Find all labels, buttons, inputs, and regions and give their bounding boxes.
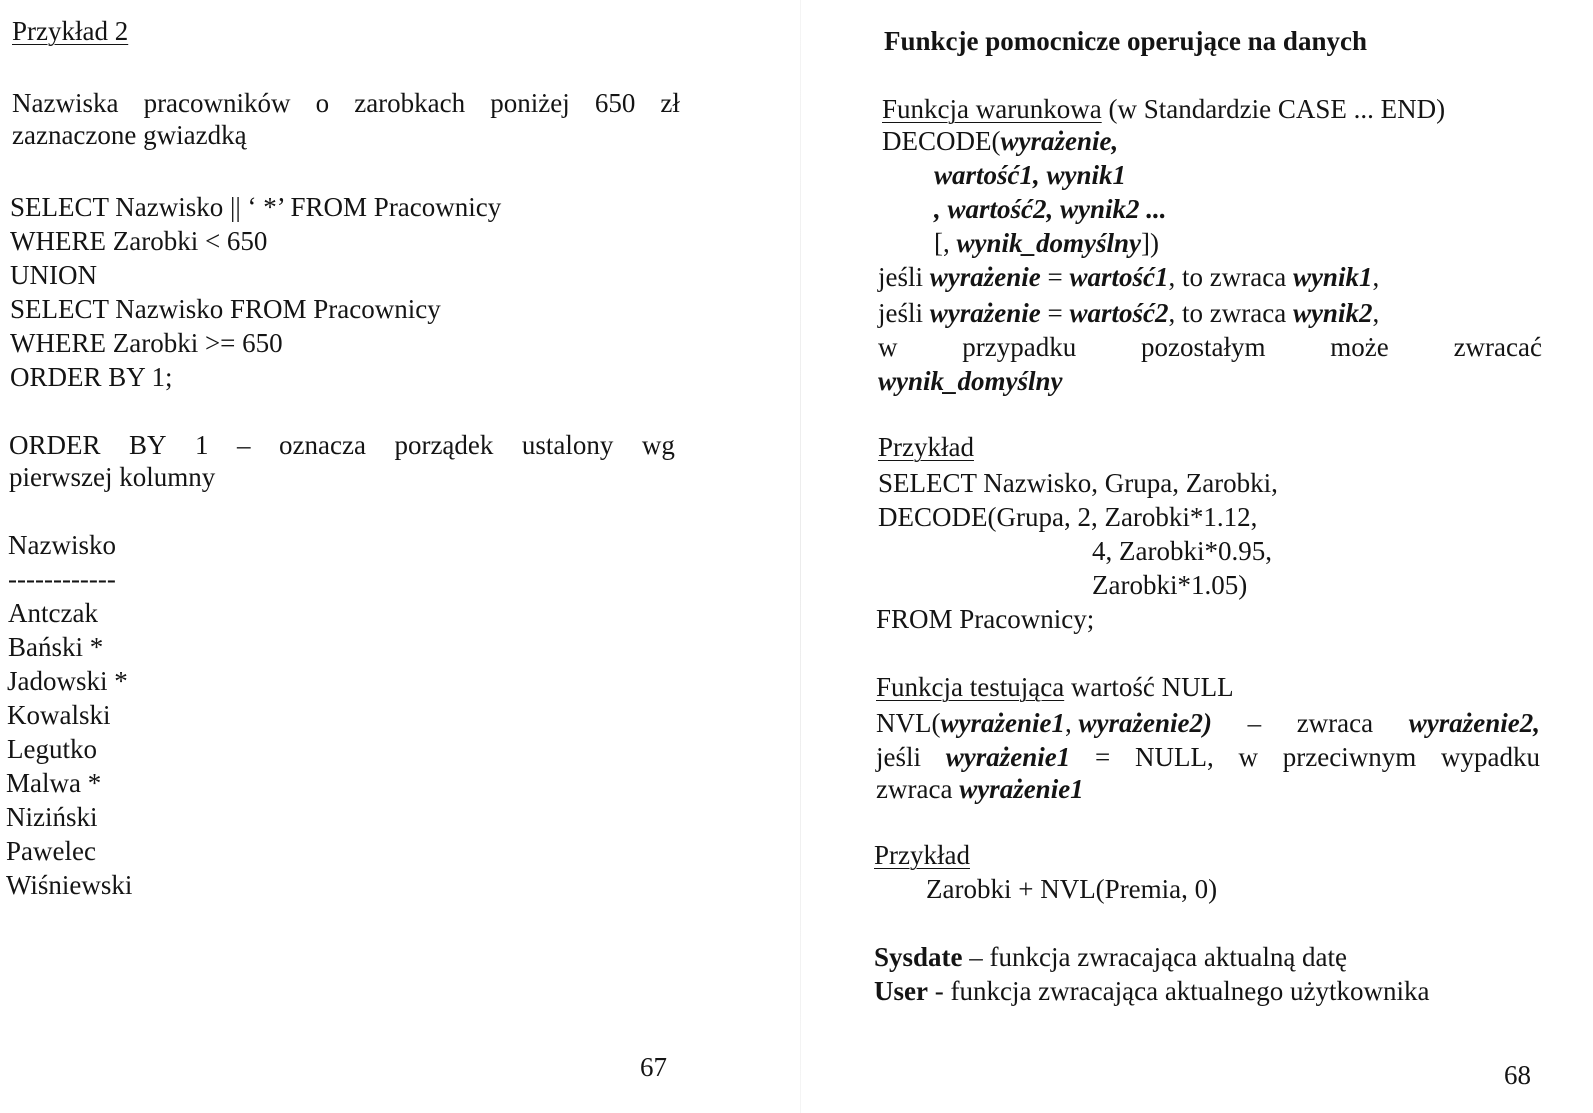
syntax-prefix: DECODE(: [882, 126, 1001, 156]
sysdate-line: [874, 940, 1347, 974]
nvl-line-1: [876, 706, 1540, 740]
function-name: Sysdate: [874, 942, 963, 972]
nvl-example-line: Zarobki + NVL(Premia, 0): [926, 874, 1218, 904]
word: pracowników: [143, 88, 291, 118]
decode-example-line: SELECT Nazwisko, Grupa, Zarobki,: [878, 468, 1278, 498]
decode-syntax-line-1: [882, 124, 1118, 158]
nvl-title: Funkcja testująca: [876, 672, 1065, 702]
right-heading: Funkcje pomocnicze operujące na danych: [884, 26, 1367, 56]
result-row: Kowalski: [7, 700, 111, 730]
word: 1: [195, 430, 209, 460]
word: wg: [641, 430, 675, 460]
decode-example-line: Zarobki*1.05): [1092, 570, 1248, 600]
term: wartość2: [1069, 298, 1169, 328]
text: =: [1040, 262, 1070, 292]
text: ,: [1372, 262, 1380, 292]
term: wynik2: [1292, 298, 1373, 328]
dash: –: [1247, 708, 1262, 738]
text: , to zwraca: [1168, 262, 1293, 292]
decode-rule-1: [878, 260, 1379, 294]
text: NVL(: [876, 708, 941, 738]
note-line-1: [9, 428, 675, 462]
word: poniżej: [490, 88, 570, 118]
result-row: Legutko: [7, 734, 97, 764]
word: 650: [594, 88, 636, 118]
word: =: [1095, 742, 1111, 772]
intro-line-2: zaznaczone gwiazdką: [12, 120, 247, 150]
text: ,: [1064, 708, 1079, 738]
right-page: [790, 0, 1593, 1113]
decode-rule-3: [878, 330, 1542, 364]
term: wyrażenie: [929, 262, 1041, 292]
decode-example-line: 4, Zarobki*0.95,: [1092, 536, 1272, 566]
nvl-title-line: [876, 670, 1234, 704]
term: wyrażenie2,: [1408, 708, 1540, 738]
query-line: WHERE Zarobki >= 650: [10, 328, 283, 358]
page-number-right: 68: [1504, 1060, 1531, 1090]
query-line: WHERE Zarobki < 650: [10, 226, 268, 256]
decode-example-label: Przykład: [878, 432, 974, 462]
left-heading: Przykład 2: [12, 16, 129, 46]
nvl-line-2: [876, 740, 1540, 774]
text: zwraca: [876, 774, 960, 804]
word: –: [237, 430, 251, 460]
text: jeśli: [878, 298, 930, 328]
decode-title: Funkcja warunkowa: [882, 94, 1102, 124]
word: porządek: [394, 430, 494, 460]
syntax-arg: wynik_domyślny: [956, 228, 1142, 258]
syntax-bracket: ]): [1141, 228, 1159, 258]
intro-line-1: [12, 86, 680, 120]
result-row: Wiśniewski: [6, 870, 133, 900]
text: jeśli: [878, 262, 930, 292]
user-line: [874, 974, 1430, 1008]
left-page: [0, 0, 790, 1113]
word: w: [1238, 742, 1259, 772]
word: przeciwnym: [1282, 742, 1417, 772]
decode-example-line: DECODE(Grupa, 2, Zarobki*1.12,: [878, 502, 1258, 532]
result-row: Bański *: [8, 632, 104, 662]
nvl-title-suffix: wartość NULL: [1064, 672, 1234, 702]
term: wyrażenie1: [945, 742, 1071, 772]
term: wynik1: [1292, 262, 1373, 292]
decode-example-line: FROM Pracownicy;: [876, 604, 1095, 634]
word: w: [878, 332, 898, 362]
result-row: Malwa *: [6, 768, 102, 798]
text: =: [1040, 298, 1070, 328]
word: NULL,: [1135, 742, 1214, 772]
word: jeśli: [876, 742, 921, 772]
word: pozostałym: [1141, 332, 1266, 362]
decode-rule-3-tail: wynik_domyślny: [878, 366, 1063, 396]
syntax-arg: wyrażenie,: [1000, 126, 1119, 156]
text: ,: [1372, 298, 1380, 328]
word: zarobkach: [354, 88, 466, 118]
word: zwraca: [1296, 708, 1374, 738]
term: wartość1: [1069, 262, 1169, 292]
decode-syntax-line-4: [934, 226, 1159, 260]
function-desc: - funkcja zwracająca aktualnego użytkownika: [927, 976, 1430, 1006]
nvl-syntax: [876, 706, 1212, 740]
result-row: Pawelec: [6, 836, 96, 866]
query-line: SELECT Nazwisko || ‘ *’ FROM Pracownicy: [10, 192, 502, 222]
decode-title-suffix: (w Standardzie CASE ... END): [1101, 94, 1446, 124]
word: ustalony: [521, 430, 614, 460]
term: wyrażenie1: [940, 708, 1065, 738]
syntax-bracket: [,: [934, 228, 957, 258]
result-row: Antczak: [8, 598, 98, 628]
decode-title-line: [882, 92, 1445, 126]
word: BY: [129, 430, 167, 460]
term: wyrażenie1: [959, 774, 1084, 804]
result-row: Niziński: [6, 802, 98, 832]
note-line-2: pierwszej kolumny: [9, 462, 216, 492]
word: ORDER: [9, 430, 101, 460]
word: może: [1330, 332, 1389, 362]
word: zwracać: [1453, 332, 1542, 362]
page-number-left: 67: [640, 1052, 667, 1082]
result-separator: ------------: [8, 564, 116, 594]
result-row: Jadowski *: [7, 666, 128, 696]
decode-syntax-line-3: , wartość2, wynik2 ...: [934, 194, 1167, 224]
query-line: ORDER BY 1;: [10, 362, 173, 392]
word: wypadku: [1441, 742, 1540, 772]
word: oznacza: [279, 430, 366, 460]
word: przypadku: [962, 332, 1077, 362]
query-line: SELECT Nazwisko FROM Pracownicy: [10, 294, 441, 324]
function-name: User: [874, 976, 928, 1006]
text: , to zwraca: [1168, 298, 1293, 328]
term: wyrażenie: [929, 298, 1041, 328]
word: o: [315, 88, 330, 118]
nvl-example-label: Przykład: [874, 840, 970, 870]
nvl-line-3: [876, 772, 1084, 806]
query-line: UNION: [10, 260, 97, 290]
word: Nazwiska: [12, 88, 119, 118]
term: wyrażenie2): [1078, 708, 1212, 738]
function-desc: – funkcja zwracająca aktualną datę: [962, 942, 1348, 972]
result-header: Nazwisko: [8, 530, 116, 560]
decode-syntax-line-2: wartość1, wynik1: [934, 160, 1127, 190]
word: zł: [660, 88, 680, 118]
decode-rule-2: [878, 296, 1379, 330]
